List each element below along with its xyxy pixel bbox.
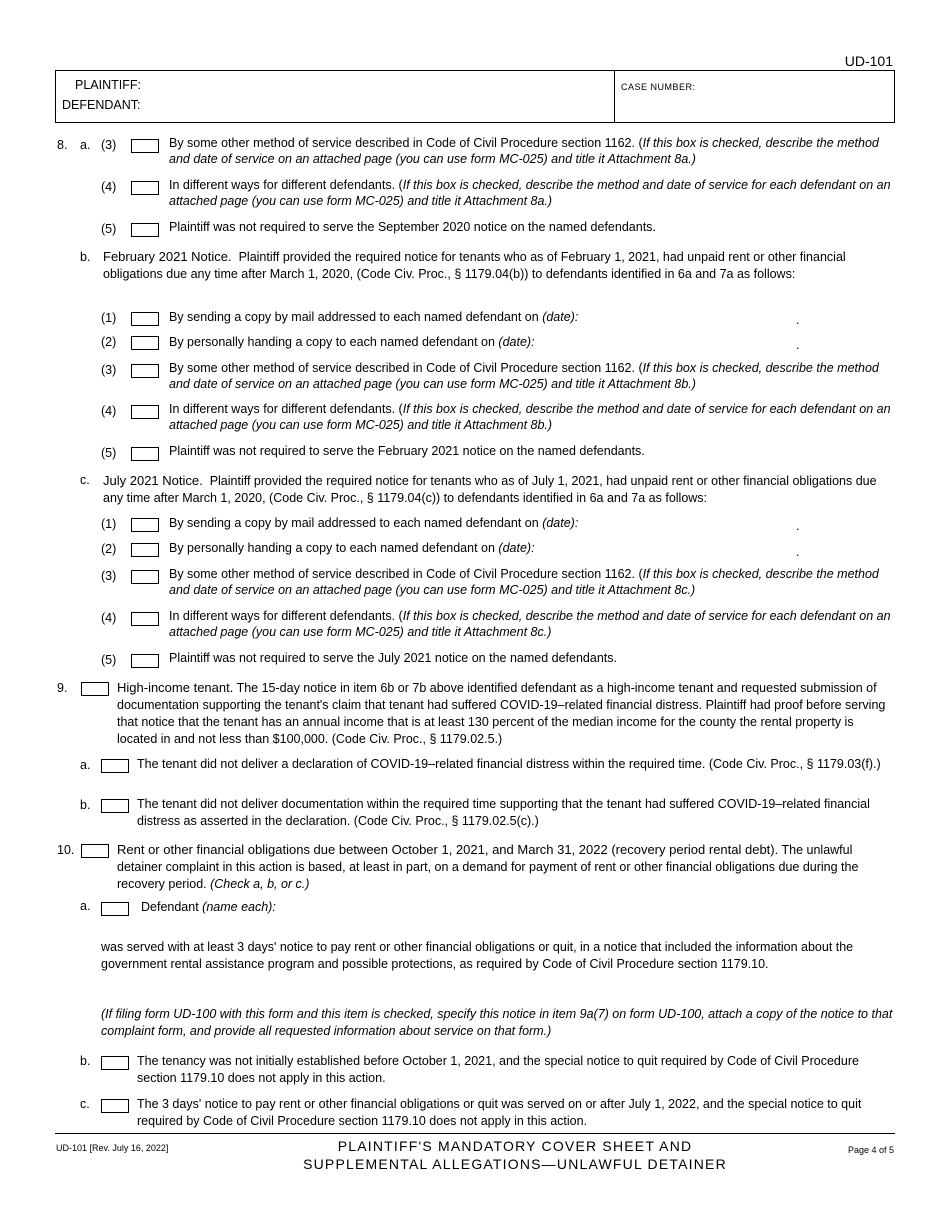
defendant-label: DEFENDANT: [62,98,141,112]
item-9b-checkbox[interactable] [101,799,129,813]
plaintiff-label: PLAINTIFF: [75,78,141,92]
item-10-checkbox[interactable] [81,844,109,858]
item-8b3-checkbox[interactable] [131,364,159,378]
item-8a4-number: (4) [101,180,117,194]
case-number-label: CASE NUMBER: [621,82,696,92]
form-id: UD-101 [844,53,893,69]
item-8c5-checkbox[interactable] [131,654,159,668]
item-8c-letter: c. [80,473,90,487]
item-10-number: 10. [57,843,75,857]
item-8c1-text: By sending a copy by mail addressed to each named defendant on (date): [169,516,579,530]
item-8c2-checkbox[interactable] [131,543,159,557]
item-10a-note: (If filing form UD-100 with this form and this item is checked, specify this notice in item 9a(7) on form UD-100, attach a copy of the notice to that complaint form, and provide all requested information about service on that form.) [101,1007,893,1038]
item-8c5-number: (5) [101,653,117,667]
item-8c1-date-field[interactable] [630,518,795,534]
item-10a-letter: a. [80,899,91,913]
case-number-field[interactable] [700,76,890,118]
item-8c2-period: . [796,545,800,559]
item-9a-letter: a. [80,758,91,772]
item-8c2-date-field[interactable] [590,543,795,559]
item-8b2-checkbox[interactable] [131,336,159,350]
footer-revision: UD-101 [Rev. July 16, 2022] [56,1143,169,1153]
item-8b1-date-field[interactable] [630,312,795,328]
item-8c4-text: In different ways for different defendants. (If this box is checked, describe the method and date of service for each defendant on an attached page (you can use form MC-025) and title it Attachment 8c.) [169,609,891,639]
item-8b3-number: (3) [101,363,117,377]
item-8b2-text: By personally handing a copy to each named defendant on (date): [169,335,535,349]
footer-title-line2: SUPPLEMENTAL ALLEGATIONS—UNLAWFUL DETAINER [303,1156,727,1172]
item-8b1-number: (1) [101,311,117,325]
item-8c1-number: (1) [101,517,117,531]
item-8b-letter: b. [80,250,91,264]
item-8b4-checkbox[interactable] [131,405,159,419]
item-8b1-period: . [796,313,800,327]
item-8b1-text: By sending a copy by mail addressed to each named defendant on (date): [169,310,579,324]
item-8a5-text: Plaintiff was not required to serve the September 2020 notice on the named defendants. [169,220,656,234]
item-8a5-checkbox[interactable] [131,223,159,237]
plaintiff-field[interactable] [160,76,610,94]
item-8b5-checkbox[interactable] [131,447,159,461]
item-8c2-number: (2) [101,542,117,556]
item-8a3-checkbox[interactable] [131,139,159,153]
item-10a-defendant-names-field[interactable] [300,898,890,928]
footer-title [250,1137,780,1173]
item-10-text: Rent or other financial obligations due between October 1, 2021, and March 31, 2022 (recovery period rental debt). The unlawful detainer complaint in this action is based, at least in part, on a demand for payment of rent or other financial obligations due during the recovery period. (Check a, b, or c.) [117,842,859,891]
item-8b2-number: (2) [101,335,117,349]
item-10c-checkbox[interactable] [101,1099,129,1113]
item-8a4-text: In different ways for different defendants. (If this box is checked, describe the method and date of service for each defendant on an attached page (you can use form MC-025) and title it Attachment 8a.) [169,178,891,208]
item-9a-text: The tenant did not deliver a declaration of COVID-19–related financial distress within the required time. (Code Civ. Proc., § 1179.03(f).) [137,757,881,771]
footer-page-number: Page 4 of 5 [847,1145,894,1155]
item-8c-text: July 2021 Notice. Plaintiff provided the required notice for tenants who as of July 1, 2021, had unpaid rent or other financial obligations due any time after March 1, 2020, (Code Civ. Proc., § 1179.04(c)) to defendants identified in 6a and 7a as follows: [103,473,877,505]
item-8a3-number: (3) [101,138,117,152]
item-8b3-text: By some other method of service described in Code of Civil Procedure section 1162. (If this box is checked, describe the method and date of service on an attached page (you can use form MC-025) and title it Attachment 8b.) [169,361,879,391]
item-8c4-number: (4) [101,611,117,625]
item-10b-letter: b. [80,1054,91,1068]
item-8b2-date-field[interactable] [590,336,795,352]
item-8a4-checkbox[interactable] [131,181,159,195]
item-9-number: 9. [57,681,68,695]
item-8c3-text: By some other method of service described in Code of Civil Procedure section 1162. (If this box is checked, describe the method and date of service on an attached page (you can use form MC-025) and title it Attachment 8c.) [169,567,879,597]
item-10a-served-text: was served with at least 3 days' notice to pay rent or other financial obligations or quit, in a notice that included the information about the government rental assistance program and possible protections, as required by Code of Civil Procedure section 1179.10. [101,940,854,971]
item-8b5-text: Plaintiff was not required to serve the February 2021 notice on the named defendants. [169,444,645,458]
footer-rule [55,1133,895,1134]
item-10b-checkbox[interactable] [101,1056,129,1070]
item-8c5-text: Plaintiff was not required to serve the July 2021 notice on the named defendants. [169,651,617,665]
item-9a-checkbox[interactable] [101,759,129,773]
item-9b-letter: b. [80,798,91,812]
item-8a-letter: a. [80,138,91,152]
item-8b2-period: . [796,338,800,352]
item-8c1-checkbox[interactable] [131,518,159,532]
item-8-number: 8. [57,138,68,152]
item-8c3-number: (3) [101,569,117,583]
item-10c-letter: c. [80,1097,90,1111]
footer-title-line1: PLAINTIFF'S MANDATORY COVER SHEET AND [337,1138,693,1154]
item-9-checkbox[interactable] [81,682,109,696]
item-8b1-checkbox[interactable] [131,312,159,326]
item-10b-text: The tenancy was not initially established before October 1, 2021, and the special notice to quit required by Code of Civil Procedure section 1179.10 does not apply in this action. [137,1054,859,1085]
item-9b-text: The tenant did not deliver documentation within the required time supporting that the tenant had suffered COVID-19–related financial distress as asserted in the declaration. (Code Civ. Proc., § 1179.02.5(c).) [137,797,870,828]
item-8c3-checkbox[interactable] [131,570,159,584]
item-8c1-period: . [796,519,800,533]
item-8a3-text: By some other method of service described in Code of Civil Procedure section 1162. (If this box is checked, describe the method and date of service on an attached page (you can use form MC-025) and title it Attachment 8a.) [169,136,879,166]
item-8b-text: February 2021 Notice. Plaintiff provided the required notice for tenants who as of February 1, 2021, had unpaid rent or other financial obligations due any time after March 1, 2020, (Code Civ. Proc., § 1179.04(b)) to defendants identified in 6a and 7a as follows: [103,249,846,281]
item-10c-text: The 3 days' notice to pay rent or other financial obligations or quit was served on or after July 1, 2022, and the special notice to quit required by Code of Civil Procedure section 1179.10 does not apply in this action. [137,1097,862,1128]
item-8c4-checkbox[interactable] [131,612,159,626]
defendant-field[interactable] [160,96,610,114]
item-8b5-number: (5) [101,446,117,460]
item-8b4-number: (4) [101,404,117,418]
item-10a-checkbox[interactable] [101,902,129,916]
item-8b4-text: In different ways for different defendants. (If this box is checked, describe the method and date of service for each defendant on an attached page (you can use form MC-025) and title it Attachment 8b.) [169,402,891,432]
item-8a5-number: (5) [101,222,117,236]
item-10a-label: Defendant (name each): [141,900,276,914]
item-9-text: High-income tenant. The 15-day notice in item 6b or 7b above identified defendant as a high-income tenant and requested submission of documentation supporting the tenant's claim that tenant had suffered COVID-19–related financial distress. Plaintiff had proof before serving that notice that the tenant has an annual income that is at least 130 percent of the median income for the county the rental property is located in and not less than $100,000. (Code Civ. Proc., § 1179.02.5.) [117,680,886,746]
item-8c2-text: By personally handing a copy to each named defendant on (date): [169,541,535,555]
